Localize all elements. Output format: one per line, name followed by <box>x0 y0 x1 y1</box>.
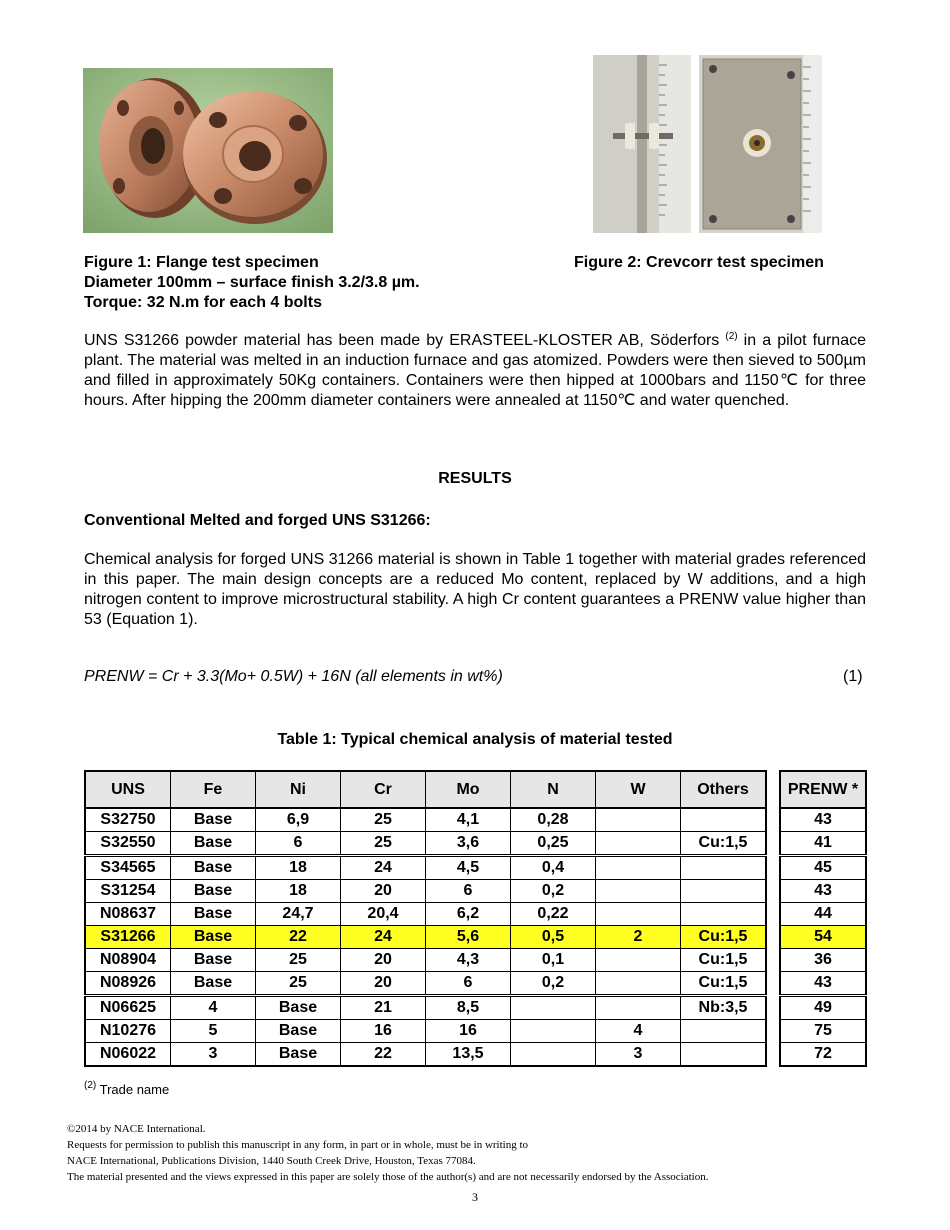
table-cell: N06022 <box>85 1043 171 1067</box>
prenw-cell: 72 <box>780 1043 866 1067</box>
table-cell: 0,2 <box>511 972 596 996</box>
prenw-cell: 43 <box>780 880 866 903</box>
table-cell: 4,3 <box>426 949 511 972</box>
table-cell: 16 <box>426 1020 511 1043</box>
table-cell: 6 <box>426 972 511 996</box>
table-cell: 20 <box>341 972 426 996</box>
table-cell: Cu:1,5 <box>681 972 767 996</box>
header-uns: UNS <box>85 771 171 808</box>
table-cell: 22 <box>256 926 341 949</box>
table-cell: S32550 <box>85 832 171 856</box>
table-cell: Base <box>171 972 256 996</box>
table-cell: Base <box>256 1043 341 1067</box>
table-cell: 4,1 <box>426 808 511 832</box>
table-cell <box>596 832 681 856</box>
table-cell <box>681 903 767 926</box>
table-cell: 24,7 <box>256 903 341 926</box>
prenw-cell: 43 <box>780 808 866 832</box>
table-row <box>85 808 766 832</box>
table-cell: Nb:3,5 <box>681 996 767 1020</box>
prenw-cell: 45 <box>780 856 866 880</box>
table-cell: 0,2 <box>511 880 596 903</box>
table-cell: 18 <box>256 856 341 880</box>
table-cell: S31254 <box>85 880 171 903</box>
table-cell <box>511 996 596 1020</box>
table-cell <box>511 1043 596 1067</box>
table-cell: 0,28 <box>511 808 596 832</box>
figure1-caption-line1: Figure 1: Flange test specimen <box>84 254 319 271</box>
table-cell <box>596 808 681 832</box>
prenw-row <box>780 949 866 972</box>
table-cell: 25 <box>341 832 426 856</box>
prenw-row <box>780 1043 866 1067</box>
table-cell: 6,9 <box>256 808 341 832</box>
table-cell: 25 <box>256 949 341 972</box>
page-number: 3 <box>472 1190 478 1204</box>
intro-superscript: (2) <box>725 331 738 342</box>
table-cell: 6 <box>256 832 341 856</box>
table-cell <box>596 880 681 903</box>
table-cell: Base <box>171 949 256 972</box>
prenw-row <box>780 808 866 832</box>
table-cell: Base <box>171 926 256 949</box>
table-cell: 24 <box>341 926 426 949</box>
table-cell: 3 <box>171 1043 256 1067</box>
prenw-header-row <box>780 771 866 808</box>
table-cell: 3 <box>596 1043 681 1067</box>
table-cell: N08904 <box>85 949 171 972</box>
table-cell: 18 <box>256 880 341 903</box>
intro-paragraph <box>84 331 866 411</box>
prenw-table <box>779 770 867 1067</box>
crevcorr-side-photo <box>593 55 691 233</box>
footnote <box>84 1082 169 1097</box>
table-cell: 8,5 <box>426 996 511 1020</box>
crevcorr-front-photo <box>699 55 822 233</box>
table-cell: 21 <box>341 996 426 1020</box>
prenw-cell: 41 <box>780 832 866 856</box>
table-cell: Base <box>171 832 256 856</box>
prenw-row <box>780 880 866 903</box>
table-cell: 0,4 <box>511 856 596 880</box>
table-cell <box>596 996 681 1020</box>
table-cell: Base <box>171 808 256 832</box>
table-cell: N06625 <box>85 996 171 1020</box>
intro-text-b: in a pilot furnace plant. The material was melted in an induction furnace and gas atomized. Powders were then sieved to 500µm and filled in approximately 50Kg containers. Containers were then hipped at 1000bars and 1150℃ for three hours. After hipping the 200mm diameter containers were annealed at 1150℃ and water quenched. <box>84 332 866 409</box>
results-heading: RESULTS <box>438 470 512 487</box>
prenw-cell: 49 <box>780 996 866 1020</box>
table-cell: N08926 <box>85 972 171 996</box>
prenw-row <box>780 856 866 880</box>
table-cell: S31266 <box>85 926 171 949</box>
figure1-caption-line2: Diameter 100mm – surface finish 3.2/3.8 µm. <box>84 274 420 291</box>
table-cell: 16 <box>341 1020 426 1043</box>
prenw-cell: 54 <box>780 926 866 949</box>
header-prenw: PRENW * <box>780 771 866 808</box>
results-paragraph: Chemical analysis for forged UNS 31266 material is shown in Table 1 together with material grades referenced in this paper. The main design concepts are a reduced Mo content, replaced by W additions, and a high nitrogen content to improve microstructural stability. A high Cr content guarantees a PRENW value higher than 53 (Equation 1). <box>84 551 866 628</box>
header-w: W <box>596 771 681 808</box>
figure1-caption-line3: Torque: 32 N.m for each 4 bolts <box>84 294 322 311</box>
table-cell: Base <box>171 856 256 880</box>
prenw-cell: 44 <box>780 903 866 926</box>
table-cell: N10276 <box>85 1020 171 1043</box>
table-row <box>85 1020 766 1043</box>
table-cell <box>681 808 767 832</box>
prenw-row <box>780 926 866 949</box>
table-row <box>85 926 766 949</box>
header-n: N <box>511 771 596 808</box>
table-cell: S32750 <box>85 808 171 832</box>
table-cell: 6,2 <box>426 903 511 926</box>
table-cell: 20 <box>341 949 426 972</box>
table-cell: Base <box>256 1020 341 1043</box>
equation-number: (1) <box>843 668 863 685</box>
table-cell: 13,5 <box>426 1043 511 1067</box>
table-cell: 3,6 <box>426 832 511 856</box>
table-cell: S34565 <box>85 856 171 880</box>
table-cell: Cu:1,5 <box>681 926 767 949</box>
table-cell: 25 <box>341 808 426 832</box>
table-cell <box>681 880 767 903</box>
table-cell: 0,25 <box>511 832 596 856</box>
table-cell: N08637 <box>85 903 171 926</box>
table-cell: 22 <box>341 1043 426 1067</box>
footer-permission: Requests for permission to publish this manuscript in any form, in part or in whole, must be in writing to <box>67 1139 529 1151</box>
table-cell: 6 <box>426 880 511 903</box>
table-cell: 24 <box>341 856 426 880</box>
table-row <box>85 856 766 880</box>
table-cell: 20 <box>341 880 426 903</box>
table-cell: Base <box>171 880 256 903</box>
table-cell: 0,22 <box>511 903 596 926</box>
header-mo: Mo <box>426 771 511 808</box>
table-cell <box>681 856 767 880</box>
table-cell: 0,5 <box>511 926 596 949</box>
footer-copyright: ©2014 by NACE International. <box>67 1123 206 1135</box>
flange-photo <box>83 68 333 233</box>
table-cell: 4 <box>171 996 256 1020</box>
table-cell <box>511 1020 596 1043</box>
table-row <box>85 949 766 972</box>
intro-text-a: UNS S31266 powder material has been made by ERASTEEL-KLOSTER AB, Söderfors <box>84 332 726 349</box>
prenw-cell: 36 <box>780 949 866 972</box>
table-cell: Cu:1,5 <box>681 832 767 856</box>
table-cell <box>596 856 681 880</box>
prenw-row <box>780 996 866 1020</box>
prenw-row <box>780 832 866 856</box>
header-others: Others <box>681 771 767 808</box>
table-cell <box>596 903 681 926</box>
results-subheading: Conventional Melted and forged UNS S31266: <box>84 512 431 529</box>
prenw-row <box>780 903 866 926</box>
prenw-equation: PRENW = Cr + 3.3(Mo+ 0.5W) + 16N (all elements in wt%) <box>84 668 503 685</box>
footer-address: NACE International, Publications Division, 1440 South Creek Drive, Houston, Texas 77084. <box>67 1155 476 1167</box>
table-title: Table 1: Typical chemical analysis of material tested <box>277 731 673 748</box>
table-cell: 5 <box>171 1020 256 1043</box>
header-fe: Fe <box>171 771 256 808</box>
table-cell: Cu:1,5 <box>681 949 767 972</box>
table-row <box>85 903 766 926</box>
table-cell: 20,4 <box>341 903 426 926</box>
table-cell <box>681 1020 767 1043</box>
prenw-row <box>780 972 866 996</box>
table-row <box>85 996 766 1020</box>
table-cell: 2 <box>596 926 681 949</box>
table-cell <box>596 949 681 972</box>
prenw-row <box>780 1020 866 1043</box>
footnote-superscript: (2) <box>84 1080 97 1091</box>
table-row <box>85 880 766 903</box>
header-ni: Ni <box>256 771 341 808</box>
table-cell: 0,1 <box>511 949 596 972</box>
table-cell: Base <box>256 996 341 1020</box>
header-cr: Cr <box>341 771 426 808</box>
figure1-caption <box>84 253 420 313</box>
prenw-cell: 75 <box>780 1020 866 1043</box>
table-row <box>85 832 766 856</box>
table-cell: 5,6 <box>426 926 511 949</box>
footnote-text: Trade name <box>96 1082 170 1097</box>
table-cell <box>596 972 681 996</box>
table-cell: 4 <box>596 1020 681 1043</box>
figure2-caption: Figure 2: Crevcorr test specimen <box>574 254 824 271</box>
table-cell: Base <box>171 903 256 926</box>
footer-disclaimer: The material presented and the views expressed in this paper are solely those of the author(s) and are not necessarily endorsed by the Association. <box>67 1171 709 1183</box>
prenw-cell: 43 <box>780 972 866 996</box>
table-cell: 25 <box>256 972 341 996</box>
table-row <box>85 1043 766 1067</box>
composition-table <box>84 770 767 1067</box>
table-row <box>85 972 766 996</box>
table-cell <box>681 1043 767 1067</box>
table-cell: 4,5 <box>426 856 511 880</box>
table-header-row <box>85 771 766 808</box>
